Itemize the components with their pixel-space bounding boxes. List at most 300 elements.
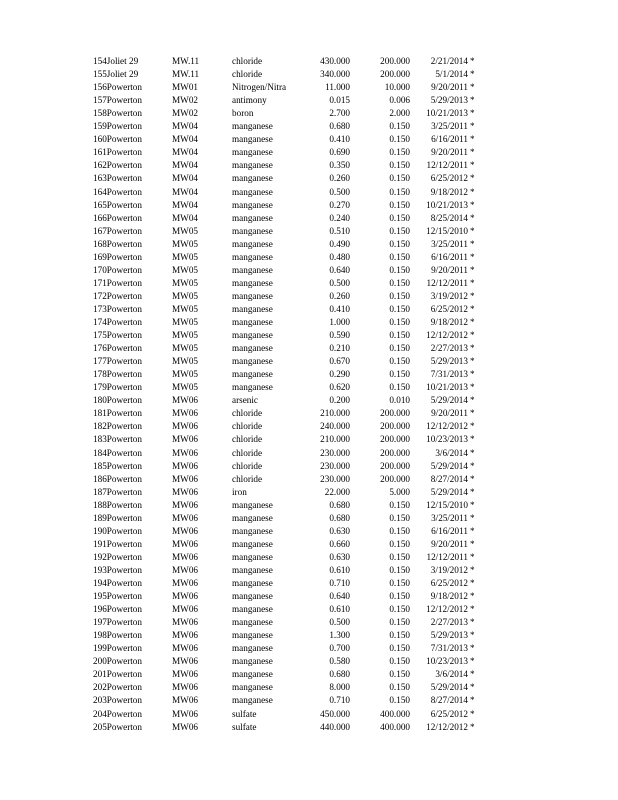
row-site: 198Powerton bbox=[93, 630, 142, 641]
row-flag: * bbox=[470, 160, 475, 171]
row-standard: 0.150 bbox=[389, 160, 410, 171]
row-standard: 0.150 bbox=[389, 669, 410, 680]
row-flag: * bbox=[470, 369, 475, 380]
table-row bbox=[0, 55, 618, 68]
row-standard: 10.000 bbox=[384, 82, 410, 93]
table-row bbox=[0, 159, 618, 172]
row-flag: * bbox=[470, 564, 475, 575]
row-parameter: manganese bbox=[232, 330, 273, 341]
table-row bbox=[0, 120, 618, 133]
row-site: 154Joliet 29 bbox=[93, 56, 139, 66]
row-date: 9/18/2012 bbox=[430, 317, 468, 327]
row-date: 3/6/2014 bbox=[435, 447, 468, 458]
row-site: 157Powerton bbox=[93, 95, 142, 106]
row-well: MW04 bbox=[172, 212, 199, 223]
table-row bbox=[0, 172, 618, 185]
row-standard: 0.150 bbox=[389, 303, 410, 314]
row-flag: * bbox=[470, 408, 475, 419]
row-date: 6/16/2011 bbox=[431, 251, 468, 262]
row-well: MW04 bbox=[172, 199, 199, 210]
row-standard: 0.150 bbox=[389, 212, 410, 223]
row-flag: * bbox=[470, 591, 475, 602]
row-well: MW05 bbox=[172, 290, 199, 301]
row-result: 0.580 bbox=[329, 656, 350, 667]
row-well: MW04 bbox=[172, 121, 199, 132]
row-standard: 0.150 bbox=[389, 173, 410, 184]
row-parameter: boron bbox=[232, 108, 254, 119]
row-result: 0.710 bbox=[329, 695, 350, 706]
row-well: MW.11 bbox=[172, 56, 200, 66]
row-flag: * bbox=[470, 56, 475, 66]
row-standard: 0.150 bbox=[389, 656, 410, 667]
row-parameter: manganese bbox=[232, 343, 273, 354]
row-standard: 200.000 bbox=[380, 473, 410, 484]
row-site: 174Powerton bbox=[93, 317, 142, 327]
row-result: 0.240 bbox=[329, 212, 350, 223]
row-flag: * bbox=[470, 134, 475, 145]
row-standard: 200.000 bbox=[380, 408, 410, 419]
row-site: 203Powerton bbox=[93, 695, 142, 706]
row-flag: * bbox=[470, 330, 475, 341]
row-flag: * bbox=[470, 538, 475, 549]
row-standard: 0.150 bbox=[389, 225, 410, 236]
row-site: 178Powerton bbox=[93, 369, 142, 380]
row-date: 5/29/2013 bbox=[430, 630, 468, 641]
row-site: 204Powerton bbox=[93, 708, 142, 719]
row-standard: 0.150 bbox=[389, 317, 410, 327]
row-result: 0.710 bbox=[329, 578, 350, 588]
row-site: 179Powerton bbox=[93, 382, 142, 393]
table-row bbox=[0, 133, 618, 146]
row-flag: * bbox=[470, 721, 475, 732]
row-well: MW05 bbox=[172, 238, 199, 249]
row-site: 183Powerton bbox=[93, 434, 142, 445]
row-flag: * bbox=[470, 499, 475, 510]
row-well: MW06 bbox=[172, 434, 199, 445]
row-parameter: manganese bbox=[232, 251, 273, 262]
row-site: 166Powerton bbox=[93, 212, 142, 223]
table-row bbox=[0, 342, 618, 355]
row-site: 172Powerton bbox=[93, 290, 142, 301]
row-site: 181Powerton bbox=[93, 408, 142, 419]
row-parameter: chloride bbox=[232, 421, 263, 432]
row-standard: 0.150 bbox=[389, 290, 410, 301]
table-row bbox=[0, 473, 618, 486]
row-flag: * bbox=[470, 108, 475, 119]
table-row bbox=[0, 264, 618, 277]
row-standard: 400.000 bbox=[380, 708, 410, 719]
row-site: 169Powerton bbox=[93, 251, 142, 262]
table-row bbox=[0, 381, 618, 394]
row-parameter: manganese bbox=[232, 212, 273, 223]
row-date: 5/29/2014 bbox=[430, 395, 468, 406]
row-parameter: manganese bbox=[232, 238, 273, 249]
row-well: MW06 bbox=[172, 630, 199, 641]
row-well: MW04 bbox=[172, 147, 199, 158]
row-site: 193Powerton bbox=[93, 564, 142, 575]
row-date: 9/18/2012 bbox=[430, 186, 468, 197]
row-parameter: sulfate bbox=[232, 708, 257, 719]
row-site: 161Powerton bbox=[93, 147, 142, 158]
table-row bbox=[0, 629, 618, 642]
row-date: 7/31/2013 bbox=[430, 643, 468, 654]
table-row bbox=[0, 420, 618, 433]
row-date: 5/1/2014 bbox=[435, 69, 468, 80]
row-site: 156Powerton bbox=[93, 82, 142, 93]
row-result: 1.300 bbox=[329, 630, 350, 641]
row-date: 6/25/2012 bbox=[430, 708, 468, 719]
row-flag: * bbox=[470, 669, 475, 680]
row-well: MW06 bbox=[172, 473, 199, 484]
row-date: 6/25/2012 bbox=[430, 303, 468, 314]
row-date: 9/20/2011 bbox=[431, 264, 468, 275]
table-row bbox=[0, 564, 618, 577]
row-flag: * bbox=[470, 708, 475, 719]
row-well: MW05 bbox=[172, 343, 199, 354]
row-date: 8/27/2014 bbox=[430, 473, 468, 484]
row-parameter: chloride bbox=[232, 434, 263, 445]
table-row bbox=[0, 499, 618, 512]
row-date: 3/19/2012 bbox=[430, 564, 468, 575]
row-result: 0.260 bbox=[329, 173, 350, 184]
row-date: 3/25/2011 bbox=[431, 512, 468, 523]
row-parameter: manganese bbox=[232, 369, 273, 380]
row-parameter: manganese bbox=[232, 630, 273, 641]
row-result: 0.480 bbox=[329, 251, 350, 262]
row-parameter: manganese bbox=[232, 382, 273, 393]
row-date: 5/29/2013 bbox=[430, 95, 468, 106]
table-row bbox=[0, 681, 618, 694]
row-well: MW06 bbox=[172, 682, 199, 693]
row-result: 0.690 bbox=[329, 147, 350, 158]
row-well: MW05 bbox=[172, 356, 199, 367]
row-standard: 0.150 bbox=[389, 564, 410, 575]
row-site: 185Powerton bbox=[93, 460, 142, 471]
row-date: 10/21/2013 bbox=[426, 382, 468, 393]
row-standard: 0.150 bbox=[389, 551, 410, 562]
table-row bbox=[0, 590, 618, 603]
row-standard: 0.150 bbox=[389, 643, 410, 654]
table-row bbox=[0, 708, 618, 721]
row-result: 11.000 bbox=[325, 82, 350, 93]
row-result: 0.640 bbox=[329, 591, 350, 602]
row-standard: 0.150 bbox=[389, 538, 410, 549]
row-site: 205Powerton bbox=[93, 721, 142, 732]
row-site: 189Powerton bbox=[93, 512, 142, 523]
row-date: 6/25/2012 bbox=[430, 173, 468, 184]
row-parameter: antimony bbox=[232, 95, 267, 106]
row-site: 182Powerton bbox=[93, 421, 142, 432]
row-flag: * bbox=[470, 421, 475, 432]
row-site: 167Powerton bbox=[93, 225, 142, 236]
row-result: 0.620 bbox=[329, 382, 350, 393]
row-well: MW05 bbox=[172, 330, 199, 341]
row-standard: 0.150 bbox=[389, 264, 410, 275]
row-result: 230.000 bbox=[320, 460, 350, 471]
row-date: 10/21/2013 bbox=[426, 108, 468, 119]
row-date: 9/18/2012 bbox=[430, 591, 468, 602]
row-result: 0.350 bbox=[329, 160, 350, 171]
row-result: 0.270 bbox=[329, 199, 350, 210]
row-flag: * bbox=[470, 277, 475, 288]
row-site: 158Powerton bbox=[93, 108, 142, 119]
row-parameter: manganese bbox=[232, 512, 273, 523]
row-well: MW06 bbox=[172, 643, 199, 654]
row-flag: * bbox=[470, 656, 475, 667]
row-well: MW06 bbox=[172, 721, 199, 732]
row-well: MW06 bbox=[172, 447, 199, 458]
row-parameter: manganese bbox=[232, 499, 273, 510]
row-flag: * bbox=[470, 317, 475, 327]
table-row bbox=[0, 577, 618, 590]
row-flag: * bbox=[470, 238, 475, 249]
row-well: MW06 bbox=[172, 591, 199, 602]
row-date: 9/20/2011 bbox=[431, 408, 468, 419]
row-well: MW06 bbox=[172, 564, 199, 575]
row-date: 2/21/2014 bbox=[430, 56, 468, 66]
row-parameter: manganese bbox=[232, 134, 273, 145]
row-well: MW06 bbox=[172, 617, 199, 628]
row-flag: * bbox=[470, 382, 475, 393]
table-row bbox=[0, 81, 618, 94]
row-result: 440.000 bbox=[320, 721, 350, 732]
row-flag: * bbox=[470, 643, 475, 654]
row-standard: 0.150 bbox=[389, 330, 410, 341]
row-well: MW06 bbox=[172, 656, 199, 667]
row-parameter: manganese bbox=[232, 317, 273, 327]
row-site: 190Powerton bbox=[93, 525, 142, 536]
row-parameter: manganese bbox=[232, 538, 273, 549]
row-well: MW06 bbox=[172, 551, 199, 562]
row-result: 0.260 bbox=[329, 290, 350, 301]
row-date: 6/16/2011 bbox=[431, 134, 468, 145]
row-parameter: manganese bbox=[232, 578, 273, 588]
row-date: 6/25/2012 bbox=[430, 578, 468, 588]
table-row bbox=[0, 512, 618, 525]
row-flag: * bbox=[470, 264, 475, 275]
row-result: 0.490 bbox=[329, 238, 350, 249]
row-well: MW.11 bbox=[172, 69, 200, 80]
row-standard: 0.150 bbox=[389, 356, 410, 367]
row-flag: * bbox=[470, 695, 475, 706]
row-date: 5/29/2014 bbox=[430, 460, 468, 471]
table-row bbox=[0, 447, 618, 460]
table-row bbox=[0, 551, 618, 564]
row-result: 0.210 bbox=[329, 343, 350, 354]
row-result: 450.000 bbox=[320, 708, 350, 719]
row-flag: * bbox=[470, 147, 475, 158]
row-flag: * bbox=[470, 186, 475, 197]
row-result: 340.000 bbox=[320, 69, 350, 80]
row-result: 0.015 bbox=[329, 95, 350, 106]
row-well: MW05 bbox=[172, 369, 199, 380]
row-standard: 0.150 bbox=[389, 277, 410, 288]
row-site: 168Powerton bbox=[93, 238, 142, 249]
row-date: 9/20/2011 bbox=[431, 147, 468, 158]
row-parameter: manganese bbox=[232, 303, 273, 314]
row-parameter: manganese bbox=[232, 186, 273, 197]
row-parameter: manganese bbox=[232, 525, 273, 536]
table-row bbox=[0, 303, 618, 316]
row-standard: 0.150 bbox=[389, 630, 410, 641]
row-standard: 0.150 bbox=[389, 134, 410, 145]
table-row bbox=[0, 199, 618, 212]
row-result: 0.630 bbox=[329, 525, 350, 536]
row-site: 201Powerton bbox=[93, 669, 142, 680]
row-result: 230.000 bbox=[320, 447, 350, 458]
row-date: 10/23/2013 bbox=[426, 434, 468, 445]
row-site: 163Powerton bbox=[93, 173, 142, 184]
row-site: 177Powerton bbox=[93, 356, 142, 367]
table-row bbox=[0, 616, 618, 629]
row-well: MW05 bbox=[172, 303, 199, 314]
row-well: MW04 bbox=[172, 186, 199, 197]
table-row bbox=[0, 460, 618, 473]
table-row bbox=[0, 68, 618, 81]
table-row bbox=[0, 603, 618, 616]
row-well: MW06 bbox=[172, 695, 199, 706]
row-parameter: manganese bbox=[232, 682, 273, 693]
row-site: 186Powerton bbox=[93, 473, 142, 484]
row-date: 5/29/2014 bbox=[430, 682, 468, 693]
row-well: MW06 bbox=[172, 460, 199, 471]
row-well: MW06 bbox=[172, 525, 199, 536]
row-well: MW04 bbox=[172, 160, 199, 171]
row-parameter: manganese bbox=[232, 564, 273, 575]
row-parameter: manganese bbox=[232, 147, 273, 158]
row-well: MW06 bbox=[172, 408, 199, 419]
row-well: MW01 bbox=[172, 82, 199, 93]
table-row bbox=[0, 225, 618, 238]
row-standard: 0.150 bbox=[389, 147, 410, 158]
row-parameter: manganese bbox=[232, 199, 273, 210]
row-flag: * bbox=[470, 434, 475, 445]
row-site: 175Powerton bbox=[93, 330, 142, 341]
row-date: 8/25/2014 bbox=[430, 212, 468, 223]
row-date: 9/20/2011 bbox=[431, 538, 468, 549]
table-row bbox=[0, 668, 618, 681]
row-parameter: chloride bbox=[232, 473, 263, 484]
row-result: 0.500 bbox=[329, 277, 350, 288]
row-parameter: chloride bbox=[232, 460, 263, 471]
table-row bbox=[0, 355, 618, 368]
table-row bbox=[0, 329, 618, 342]
row-date: 2/27/2013 bbox=[430, 617, 468, 628]
row-result: 0.700 bbox=[329, 643, 350, 654]
row-standard: 200.000 bbox=[380, 56, 410, 66]
row-site: 155Joliet 29 bbox=[93, 69, 139, 80]
row-standard: 0.150 bbox=[389, 186, 410, 197]
row-result: 240.000 bbox=[320, 421, 350, 432]
row-parameter: chloride bbox=[232, 69, 263, 80]
row-well: MW06 bbox=[172, 421, 199, 432]
row-result: 0.200 bbox=[329, 395, 350, 406]
row-date: 3/25/2011 bbox=[431, 238, 468, 249]
row-result: 0.680 bbox=[329, 499, 350, 510]
row-result: 0.590 bbox=[329, 330, 350, 341]
table-row bbox=[0, 212, 618, 225]
row-flag: * bbox=[470, 473, 475, 484]
row-site: 188Powerton bbox=[93, 499, 142, 510]
row-standard: 0.006 bbox=[389, 95, 410, 106]
row-parameter: manganese bbox=[232, 121, 273, 132]
row-flag: * bbox=[470, 121, 475, 132]
row-date: 12/15/2010 bbox=[426, 225, 468, 236]
row-parameter: manganese bbox=[232, 264, 273, 275]
row-parameter: manganese bbox=[232, 669, 273, 680]
row-site: 191Powerton bbox=[93, 538, 142, 549]
row-standard: 0.150 bbox=[389, 343, 410, 354]
row-standard: 0.010 bbox=[389, 395, 410, 406]
row-standard: 200.000 bbox=[380, 69, 410, 80]
table-row bbox=[0, 486, 618, 499]
table-row bbox=[0, 277, 618, 290]
row-standard: 0.150 bbox=[389, 499, 410, 510]
row-well: MW06 bbox=[172, 538, 199, 549]
row-site: 173Powerton bbox=[93, 303, 142, 314]
row-site: 192Powerton bbox=[93, 551, 142, 562]
row-result: 0.670 bbox=[329, 356, 350, 367]
row-date: 10/21/2013 bbox=[426, 199, 468, 210]
table-row bbox=[0, 433, 618, 446]
row-well: MW06 bbox=[172, 486, 199, 497]
row-standard: 0.150 bbox=[389, 682, 410, 693]
row-standard: 0.150 bbox=[389, 617, 410, 628]
row-parameter: manganese bbox=[232, 617, 273, 628]
row-standard: 400.000 bbox=[380, 721, 410, 732]
row-date: 12/12/2012 bbox=[426, 330, 468, 341]
row-result: 0.610 bbox=[329, 604, 350, 615]
row-parameter: manganese bbox=[232, 277, 273, 288]
row-site: 197Powerton bbox=[93, 617, 142, 628]
row-standard: 5.000 bbox=[389, 486, 410, 497]
row-result: 8.000 bbox=[329, 682, 350, 693]
row-flag: * bbox=[470, 551, 475, 562]
row-date: 10/23/2013 bbox=[426, 656, 468, 667]
row-standard: 0.150 bbox=[389, 525, 410, 536]
row-standard: 0.150 bbox=[389, 238, 410, 249]
row-flag: * bbox=[470, 486, 475, 497]
row-site: 164Powerton bbox=[93, 186, 142, 197]
row-standard: 0.150 bbox=[389, 369, 410, 380]
table-row bbox=[0, 186, 618, 199]
row-date: 3/19/2012 bbox=[430, 290, 468, 301]
row-parameter: manganese bbox=[232, 591, 273, 602]
row-parameter: manganese bbox=[232, 695, 273, 706]
row-result: 0.410 bbox=[329, 303, 350, 314]
row-well: MW05 bbox=[172, 264, 199, 275]
row-well: MW04 bbox=[172, 173, 199, 184]
row-flag: * bbox=[470, 69, 475, 80]
row-flag: * bbox=[470, 212, 475, 223]
row-parameter: manganese bbox=[232, 551, 273, 562]
row-site: 184Powerton bbox=[93, 447, 142, 458]
row-site: 180Powerton bbox=[93, 395, 142, 406]
row-standard: 0.150 bbox=[389, 251, 410, 262]
row-site: 176Powerton bbox=[93, 343, 142, 354]
row-flag: * bbox=[470, 199, 475, 210]
row-flag: * bbox=[470, 682, 475, 693]
table-row bbox=[0, 407, 618, 420]
row-result: 0.500 bbox=[329, 617, 350, 628]
row-date: 7/31/2013 bbox=[430, 369, 468, 380]
row-date: 12/12/2012 bbox=[426, 421, 468, 432]
row-standard: 0.150 bbox=[389, 695, 410, 706]
row-result: 0.290 bbox=[329, 369, 350, 380]
row-date: 12/12/2012 bbox=[426, 604, 468, 615]
table-row bbox=[0, 655, 618, 668]
row-well: MW02 bbox=[172, 108, 199, 119]
